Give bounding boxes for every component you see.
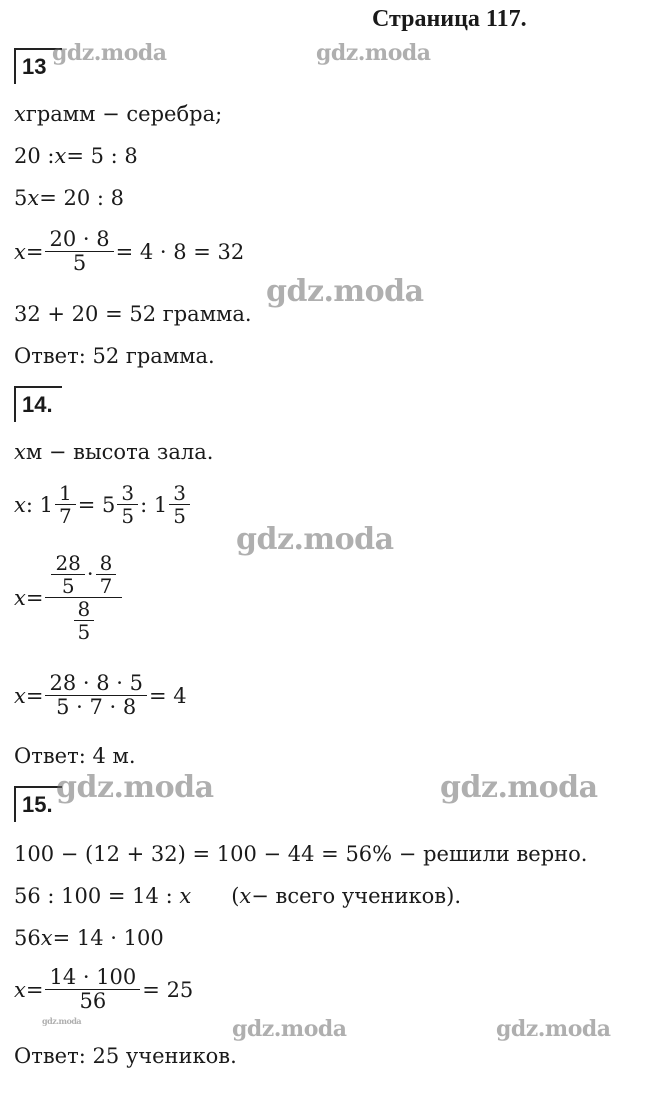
- numerator: [47, 552, 120, 597]
- numerator: 8: [77, 597, 91, 621]
- answer-line: Ответ: 25 учеников.: [14, 1044, 237, 1068]
- task-number-box: [14, 786, 62, 822]
- text: = 4: [148, 683, 187, 708]
- fraction: [47, 672, 145, 719]
- watermark: gdz.moda: [440, 770, 598, 805]
- denominator: 56: [45, 989, 140, 1013]
- dot: ·: [86, 561, 94, 586]
- watermark: gdz.moda: [232, 1016, 347, 1042]
- fraction: [47, 228, 111, 275]
- variable: x: [239, 884, 252, 908]
- variable: x: [14, 492, 26, 517]
- text: : 1: [140, 492, 168, 517]
- denominator: 7: [55, 504, 76, 527]
- solution-line: [14, 926, 164, 950]
- solution-line: [14, 884, 461, 908]
- numerator: 3: [121, 481, 135, 505]
- fraction: [53, 552, 82, 597]
- watermark: gdz.moda: [496, 1016, 611, 1042]
- solution-line: [14, 228, 244, 275]
- watermark: gdz.moda: [236, 522, 394, 557]
- solution-line: [14, 966, 193, 1013]
- text: =: [25, 683, 44, 708]
- text: 56 : 100 = 14 :: [14, 884, 180, 908]
- variable: x: [54, 144, 67, 168]
- numerator: 1: [58, 481, 72, 505]
- text: грамм − серебра;: [25, 102, 223, 126]
- text: = 20 : 8: [39, 186, 124, 210]
- numerator: 28: [55, 551, 81, 575]
- watermark: gdz.moda: [52, 40, 167, 66]
- denominator: 5: [74, 620, 95, 643]
- text: = 4 · 8 = 32: [115, 239, 245, 264]
- denominator: 5 · 7 · 8: [45, 695, 147, 719]
- text: − всего учеников).: [251, 884, 461, 908]
- watermark: gdz.moda: [266, 274, 424, 309]
- numerator: 14 · 100: [49, 965, 137, 989]
- numerator: 3: [173, 481, 186, 505]
- numerator: 20 · 8: [49, 227, 110, 251]
- solution-line: [14, 186, 124, 210]
- solution-line: [14, 102, 222, 126]
- numerator: 8: [99, 551, 113, 575]
- fraction: [47, 966, 138, 1013]
- text: =: [25, 585, 44, 610]
- answer-line: Ответ: 4 м.: [14, 744, 136, 768]
- text: : 1: [25, 492, 53, 517]
- text: (: [191, 884, 240, 908]
- variable: x: [27, 186, 40, 210]
- denominator: 7: [96, 574, 117, 597]
- variable: x: [40, 926, 53, 950]
- watermark: gdz.moda: [42, 1016, 82, 1026]
- text: 5: [14, 186, 28, 210]
- variable: x: [14, 102, 26, 126]
- complex-fraction: [47, 552, 120, 643]
- fraction: [98, 552, 115, 597]
- variable: x: [179, 884, 192, 908]
- denominator: 5: [117, 504, 138, 527]
- text: =: [25, 239, 44, 264]
- text: 56: [14, 926, 41, 950]
- solution-line: 32 + 20 = 52 грамма.: [14, 302, 252, 326]
- text: = 14 · 100: [52, 926, 164, 950]
- solution-line: 100 − (12 + 32) = 100 − 44 = 56% − решили верно.: [14, 842, 588, 866]
- page-title: Страница 117.: [372, 6, 527, 32]
- fraction: [76, 598, 93, 643]
- fraction: [119, 482, 136, 527]
- denominator: 5: [51, 574, 84, 597]
- numerator: 28 · 8 · 5: [49, 671, 143, 695]
- solution-line: [14, 552, 124, 643]
- text: = 25: [142, 977, 194, 1002]
- text: 20 :: [14, 144, 55, 168]
- variable: x: [14, 977, 26, 1002]
- variable: x: [14, 683, 26, 708]
- fraction: [171, 482, 188, 527]
- task-number: 14.: [22, 392, 53, 417]
- text: м − высота зала.: [25, 440, 214, 464]
- task-number-box: [14, 386, 62, 422]
- task-number: 13: [22, 54, 47, 79]
- watermark: gdz.moda: [316, 40, 431, 66]
- solution-line: [14, 144, 138, 168]
- variable: x: [14, 239, 26, 264]
- answer-line: Ответ: 52 грамма.: [14, 344, 215, 368]
- variable: x: [14, 440, 26, 464]
- denominator: [45, 597, 122, 643]
- solution-line: [14, 672, 187, 719]
- variable: x: [14, 585, 26, 610]
- solution-line: [14, 440, 213, 464]
- solution-line: [14, 482, 192, 527]
- task-number: 15.: [22, 792, 53, 817]
- denominator: 5: [169, 504, 190, 527]
- text: = 5: [77, 492, 116, 517]
- fraction: [57, 482, 74, 527]
- watermark: gdz.moda: [56, 770, 214, 805]
- text: =: [25, 977, 44, 1002]
- denominator: 5: [45, 251, 113, 275]
- text: = 5 : 8: [66, 144, 138, 168]
